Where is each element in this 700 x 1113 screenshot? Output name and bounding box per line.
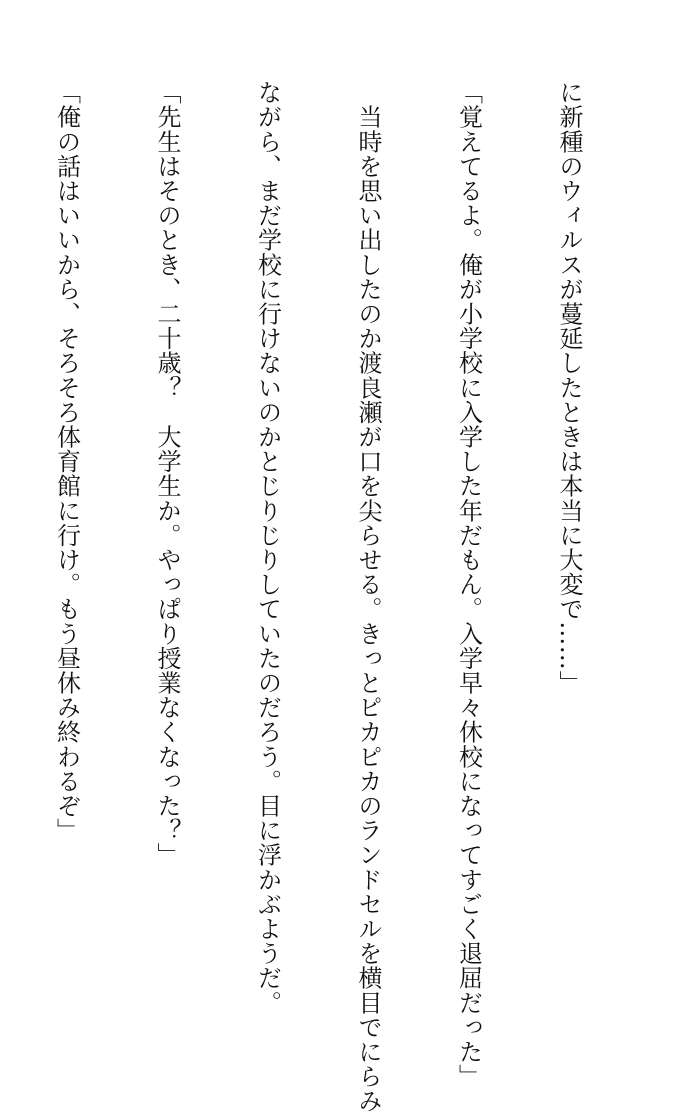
vertical-text-block [0, 80, 652, 1113]
text-line: 「先生はそのとき、二十歳？ 大学生か。やっぱり授業なくなった？」 [153, 80, 181, 868]
text-line: 「覚えてるよ。俺が小学校に入学した年だもん。入学早々休校になってすごく退屈だった」 [454, 80, 483, 1089]
text-line: 「俺の話はいいから、そろそろ体育館に行け。もう昼休み終わるぞ」 [52, 80, 81, 843]
text-line: ながら、まだ学校に行けないのかとじりじりしていたのだろう。目に浮かぶようだ。 [253, 80, 282, 1015]
text-line: に新種のウィルスが蔓延したときは本当に大変で……」 [555, 80, 583, 695]
text-line: 当時を思い出したのか渡良瀬が口を尖らせる。きっとピカピカのランドセルを横目でにらみ [354, 80, 382, 1113]
